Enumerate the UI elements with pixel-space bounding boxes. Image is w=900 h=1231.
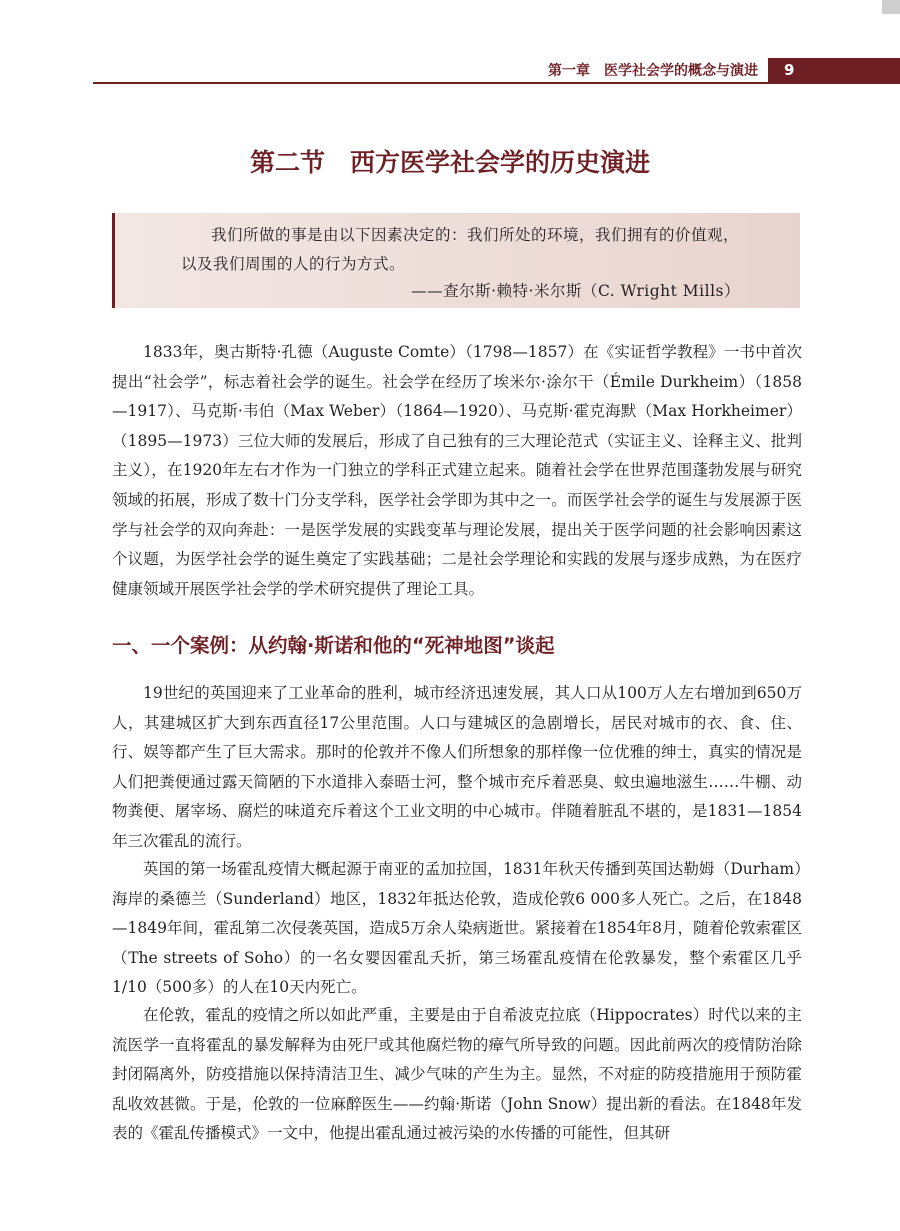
epigraph-attribution: ——查尔斯·赖特·米尔斯（C. Wright Mills） [411, 282, 740, 300]
section-title: 第二节 西方医学社会学的历史演进 [249, 148, 650, 177]
page-number-box [768, 58, 900, 84]
case-paragraph-2: 英国的第一场霍乱疫情大概起源于南亚的孟加拉国，1831年秋天传播到英国达勒姆（Durham）海岸的桑德兰（Sunderland）地区，1832年抵达伦敦，造成伦敦6 000多人死亡。之后，在1848—1849年间，霍乱第二次侵袭英国，造成5万余人染病逝世。紧接着在1854年8月，随着伦敦索霍区（The streets of Soho）的一名女婴因霍乱夭折，第三场霍乱疫情在伦敦暴发，整个索霍区几乎1/10（500多）的人在10天内死亡。 [112, 860, 802, 997]
intro-paragraph: 1833年，奥古斯特·孔德（Auguste Comte）（1798—1857）在《实证哲学教程》一书中首次提出“社会学”，标志着社会学的诞生。社会学在经历了埃米尔·涂尔干（Émile Durkheim）（1858—1917）、马克斯·韦伯（Max Weber）（1864—1920）、马克斯·霍克海默（Max Horkheimer）（1895—1973）三位大师的发展后，形成了自己独有的三大理论范式（实证主义、诠释主义、批判主义），在1920年左右才作为一门独立的学科正式建立起来。随着社会学在世界范围蓬勃发展与研究领域的拓展，形成了数十门分支学科，医学社会学即为其中之一。而医学社会学的诞生与发展源于医学与社会学的双向奔赴：一是医学发展的实践变革与理论发展，提出关于医学问题的社会影响因素这个议题，为医学社会学的诞生奠定了实践基础；二是社会学理论和实践的发展与逐步成熟，为在医疗健康领域开展医学社会学的学术研究提供了理论工具。 [112, 343, 802, 598]
subsection-title: 一、一个案例：从约翰·斯诺和他的“死神地图”谈起 [112, 634, 555, 657]
page-number: 9 [784, 61, 795, 79]
epigraph-line-1: 我们所做的事是由以下因素决定的：我们所处的环境，我们拥有的价值观， [211, 226, 740, 244]
corner-mark [882, 0, 900, 14]
chapter-title: 第一章 医学社会学的概念与演进 [548, 63, 758, 79]
case-paragraph-1: 19世纪的英国迎来了工业革命的胜利，城市经济迅速发展，其人口从100万人左右增加到650万人，其建城区扩大到东西直径17公里范围。人口与建城区的急剧增长，居民对城市的衣、食、住、行、娱等都产生了巨大需求。那时的伦敦并不像人们所想象的那样像一位优雅的绅士，真实的情况是人们把粪便通过露天简陋的下水道排入泰晤士河，整个城市充斥着恶臭、蚊虫遍地滋生……牛棚、动物粪便、屠宰场、腐烂的味道充斥着这个工业文明的中心城市。伴随着脏乱不堪的，是1831—1854年三次霍乱的流行。 [112, 684, 802, 850]
case-paragraph-3: 在伦敦，霍乱的疫情之所以如此严重，主要是由于自希波克拉底（Hippocrates）时代以来的主流医学一直将霍乱的暴发解释为由死尸或其他腐烂物的瘴气所导致的问题。因此前两次的疫情防治除封闭隔离外，防疫措施以保持清洁卫生、减少气味的产生为主。显然，不对症的防疫措施用于预防霍乱收效甚微。于是，伦敦的一位麻醉医生——约翰·斯诺（John Snow）提出新的看法。在1848年发表的《霍乱传播模式》一文中，他提出霍乱通过被污染的水传播的可能性，但其研 [112, 1006, 802, 1143]
epigraph-line-2: 以及我们周围的人的行为方式。 [181, 255, 406, 273]
epigraph-box [112, 213, 800, 308]
running-header [93, 58, 900, 84]
